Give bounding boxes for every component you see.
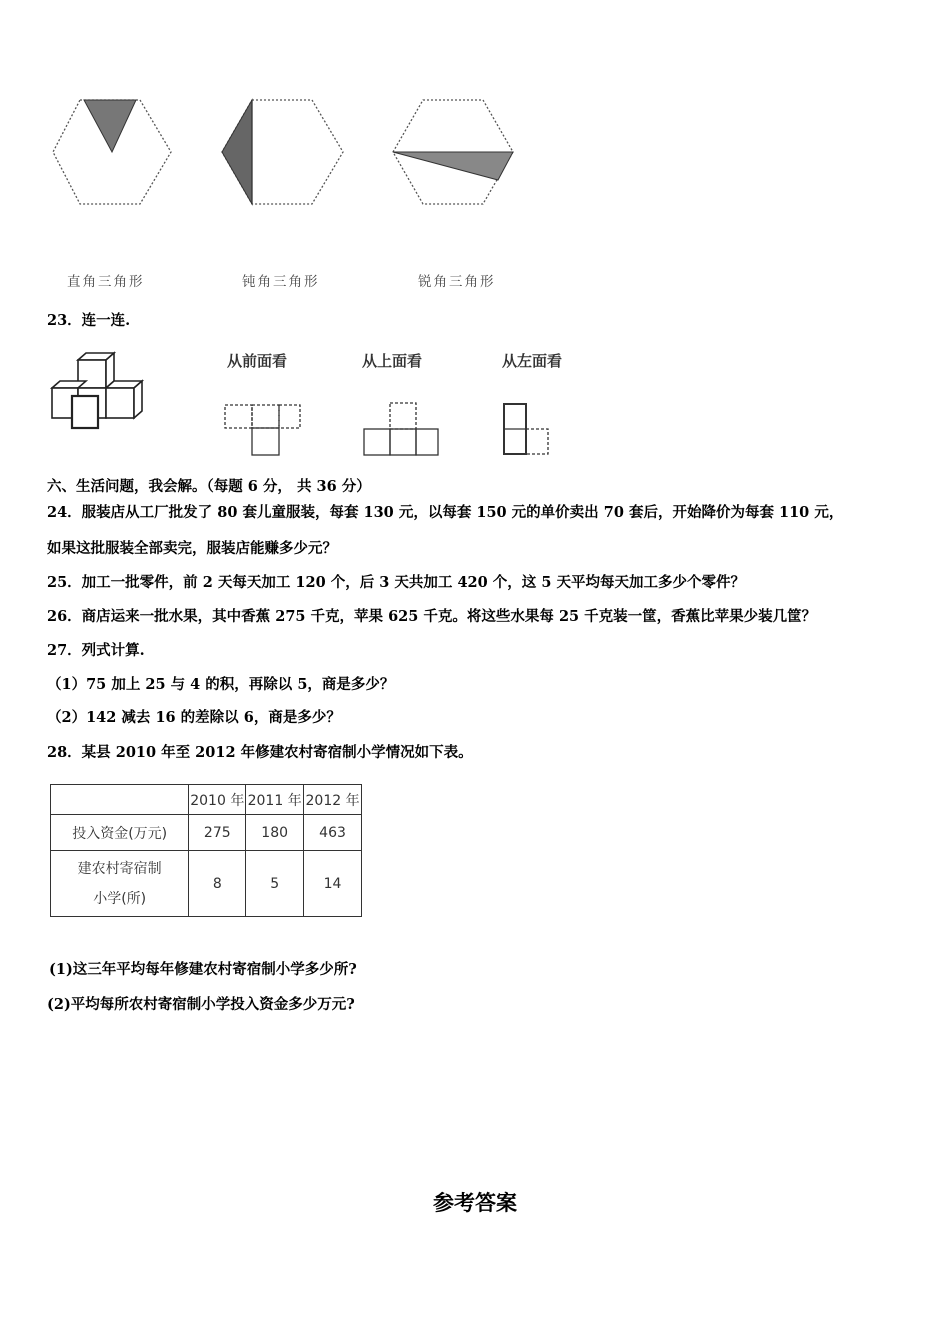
- hexagon-right-triangle: [53, 100, 171, 204]
- table-row-schools: [51, 851, 362, 917]
- table-corner-cell: [51, 785, 189, 815]
- table-row-label-funding: 投入资金(万元): [51, 815, 189, 851]
- q28-sub1: (1)这三年平均每年修建农村寄宿制小学多少所?: [49, 961, 357, 978]
- table-cell: 275: [189, 815, 246, 851]
- q27-part1: （1）75 加上 25 与 4 的积，再除以 5，商是多少？: [47, 676, 395, 693]
- top-view-figure: [358, 400, 448, 460]
- left-view-figure: [498, 400, 568, 460]
- q26-text: 26．商店运来一批水果，其中香蕉 275 千克，苹果 625 千克。将这些水果每 25 千克装一筐，香蕉比苹果少装几筐？: [47, 608, 817, 625]
- caption-right-triangle: 直角三角形: [67, 274, 145, 290]
- view-label-front: 从前面看: [227, 352, 288, 370]
- hexagon-figures: [40, 90, 530, 215]
- table-row-funding: [51, 815, 362, 851]
- view-label-left: 从左面看: [502, 352, 563, 370]
- hexagon-obtuse-triangle: [222, 100, 343, 204]
- q24-line2: 如果这批服装全部卖完，服装店能赚多少元？: [47, 540, 337, 557]
- q24-line1: 24．服装店从工厂批发了 80 套儿童服装，每套 130 元，以每套 150 元的单价卖出 70 套后，开始降价为每套 110 元，: [47, 504, 844, 521]
- answers-title: 参考答案: [433, 1191, 517, 1215]
- front-view-figure: [220, 400, 310, 460]
- q28-table: [50, 784, 362, 917]
- table-header-2010: 2010 年: [189, 785, 246, 815]
- table-cell: 5: [246, 851, 304, 917]
- view-label-top: 从上面看: [362, 352, 423, 370]
- table-cell: 180: [246, 815, 304, 851]
- hexagon-acute-triangle: [393, 100, 513, 204]
- table-cell: 14: [304, 851, 362, 917]
- cube-stack-figure: [50, 348, 150, 433]
- q27-title: 27．列式计算.: [47, 642, 145, 659]
- table-row-label-schools-line1: 建农村寄宿制: [77, 860, 162, 877]
- table-cell: 8: [189, 851, 246, 917]
- table-cell: 463: [304, 815, 362, 851]
- caption-acute-triangle: 锐角三角形: [418, 274, 496, 290]
- q25-text: 25．加工一批零件，前 2 天每天加工 120 个，后 3 天共加工 420 个，这 5 天平均每天加工多少个零件？: [47, 574, 745, 591]
- table-header-2011: 2011 年: [246, 785, 304, 815]
- table-row-label-schools: [51, 851, 189, 917]
- q27-part2: （2）142 减去 16 的差除以 6，商是多少？: [47, 709, 341, 726]
- q28-title: 28．某县 2010 年至 2012 年修建农村寄宿制小学情况如下表。: [47, 744, 473, 761]
- table-row-label-schools-line2: 小学(所): [93, 890, 147, 907]
- table-header-2012: 2012 年: [304, 785, 362, 815]
- section6-heading: 六、生活问题，我会解。（每题 6 分， 共 36 分）: [47, 478, 371, 495]
- table-header-row: [51, 785, 362, 815]
- q23-title: 23．连一连.: [47, 312, 131, 329]
- q28-sub2: (2)平均每所农村寄宿制小学投入资金多少万元?: [47, 996, 355, 1013]
- caption-obtuse-triangle: 钝角三角形: [242, 274, 320, 290]
